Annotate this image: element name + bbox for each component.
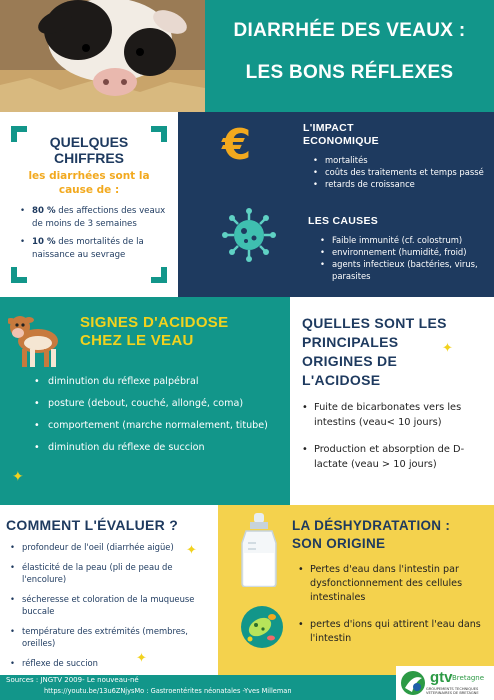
list-item: • température des extrémités (membres, oreilles): [10, 625, 210, 649]
list-item: • Fuite de bicarbonates vers les intestins (veau< 10 jours): [302, 401, 490, 430]
title-line: ORIGINES DE: [302, 353, 398, 369]
list-item: • Production et absorption de D-lactate (veau > 10 jours): [302, 443, 490, 472]
gtv-logo: [396, 666, 494, 700]
evaluation-title: COMMENT L'ÉVALUER ?: [6, 517, 179, 533]
title-line: QUELLES SONT LES: [302, 315, 447, 331]
gtv-logo-mark: [400, 670, 426, 696]
figure-value: 10 %: [32, 237, 56, 247]
bracket-bottom-right: [151, 267, 167, 283]
dehydration-title-line1: LA DÉSHYDRATATION :: [292, 518, 451, 533]
list-item: • comportement (marche normalement, titube): [34, 419, 284, 432]
acidosis-origins-title: [302, 314, 447, 390]
list-item: • profondeur de l'oeil (diarrhée aigüe): [10, 541, 210, 553]
acidosis-signs-title: [80, 314, 228, 350]
impact-list: [313, 154, 488, 190]
footer: [0, 669, 494, 700]
key-figures-title-line2: CHIFFRES: [54, 150, 124, 166]
bracket-bottom-left: [11, 267, 27, 283]
list-item: • diminution du réflexe de succion: [34, 441, 284, 454]
gtv-logo-region: Bretagne: [452, 674, 485, 682]
list-item: • environnement (humidité, froid): [320, 246, 490, 258]
causes-list: [320, 234, 490, 282]
evaluation-list: [10, 541, 210, 675]
euro-icon: €: [222, 120, 252, 169]
page-title-line2: LES BONS RÉFLEXES: [245, 62, 454, 83]
list-item: • retards de croissance: [313, 178, 488, 190]
list-item: • diminution du réflexe palpébral: [34, 375, 284, 388]
acidosis-signs-title-line1: SIGNES D'ACIDOSE: [80, 314, 229, 331]
sparkle-icon: ✦: [12, 469, 24, 485]
list-item: • Pertes d'eau dans l'intestin par dysfonctionnement des cellules intestinales: [298, 563, 490, 605]
sources-line1: Sources : JNGTV 2009- Le nouveau-né: [6, 676, 139, 684]
list-item: [20, 236, 170, 261]
list-item: • coûts des traitements et temps passé: [313, 166, 488, 178]
gtv-logo-text: gtv: [430, 669, 453, 686]
acidosis-origins-section: [290, 297, 494, 505]
key-figures-subtitle: les diarrhées sont la cause de :: [28, 170, 150, 196]
virus-icon: [222, 208, 276, 262]
list-item: • mortalités: [313, 154, 488, 166]
gtv-logo-caption: GROUPEMENTS TECHNIQUES VETERINAIRES DE BRETAGNE: [426, 687, 479, 696]
causes-title: LES CAUSES: [308, 215, 379, 227]
acidosis-signs-list: [34, 375, 284, 463]
impact-title-line1: L'IMPACT: [303, 122, 354, 134]
list-item: • Faible immunité (cf. colostrum): [320, 234, 490, 246]
sources-link[interactable]: https://youtu.be/13u6ZNjysMo : Gastroentérites néonatales -Yves Milleman: [44, 687, 292, 695]
calf-icon: [8, 311, 64, 369]
figure-text: des mortalités de la naissance au sevrage: [32, 237, 144, 260]
figure-value: 80 %: [32, 206, 56, 216]
list-item: • élasticité de la peau (pli de peau de l'encolure): [10, 561, 210, 585]
key-figures-title: [0, 134, 178, 166]
list-item: • sécheresse et coloration de la muqueuse buccale: [10, 593, 210, 617]
list-item: • posture (debout, couché, allongé, coma): [34, 397, 284, 410]
dehydration-title: [292, 517, 450, 553]
title-line: PRINCIPALES: [302, 334, 399, 350]
evaluation-section: [0, 505, 218, 675]
page-title-line1: DIARRHÉE DES VEAUX :: [233, 20, 466, 41]
impact-title: [303, 122, 379, 148]
figure-text: des affections des veaux de moins de 3 semaines: [32, 206, 166, 229]
bacteria-icon: [240, 605, 284, 649]
calf-photo: [0, 0, 205, 112]
dehydration-list: [298, 563, 490, 659]
sparkle-icon: ✦: [442, 341, 453, 356]
dehydration-section: [218, 505, 494, 675]
dehydration-title-line2: SON ORIGINE: [292, 536, 386, 551]
title-line: L'ACIDOSE: [302, 372, 381, 388]
list-item: • agents infectieux (bactéries, virus, parasites: [320, 258, 490, 282]
page-header: [205, 0, 494, 112]
list-item: [20, 205, 170, 230]
sparkle-icon: ✦: [136, 651, 147, 666]
calf-photo-image: [0, 0, 205, 112]
impact-title-line2: ECONOMIQUE: [303, 135, 379, 147]
list-item: • pertes d'ions qui attirent l'eau dans l'intestin: [298, 618, 490, 646]
key-figures-list: [20, 205, 170, 267]
acidosis-signs-title-line2: CHEZ LE VEAU: [80, 332, 194, 349]
impact-causes-section: [178, 112, 494, 297]
key-figures-section: [0, 112, 178, 297]
acidosis-origins-list: [302, 401, 490, 485]
sparkle-icon: ✦: [186, 543, 197, 558]
milk-bottle-icon: [238, 513, 280, 587]
acidosis-signs-section: [0, 297, 290, 505]
key-figures-title-line1: QUELQUES: [49, 134, 129, 150]
list-item: • réflexe de succion: [10, 657, 210, 669]
